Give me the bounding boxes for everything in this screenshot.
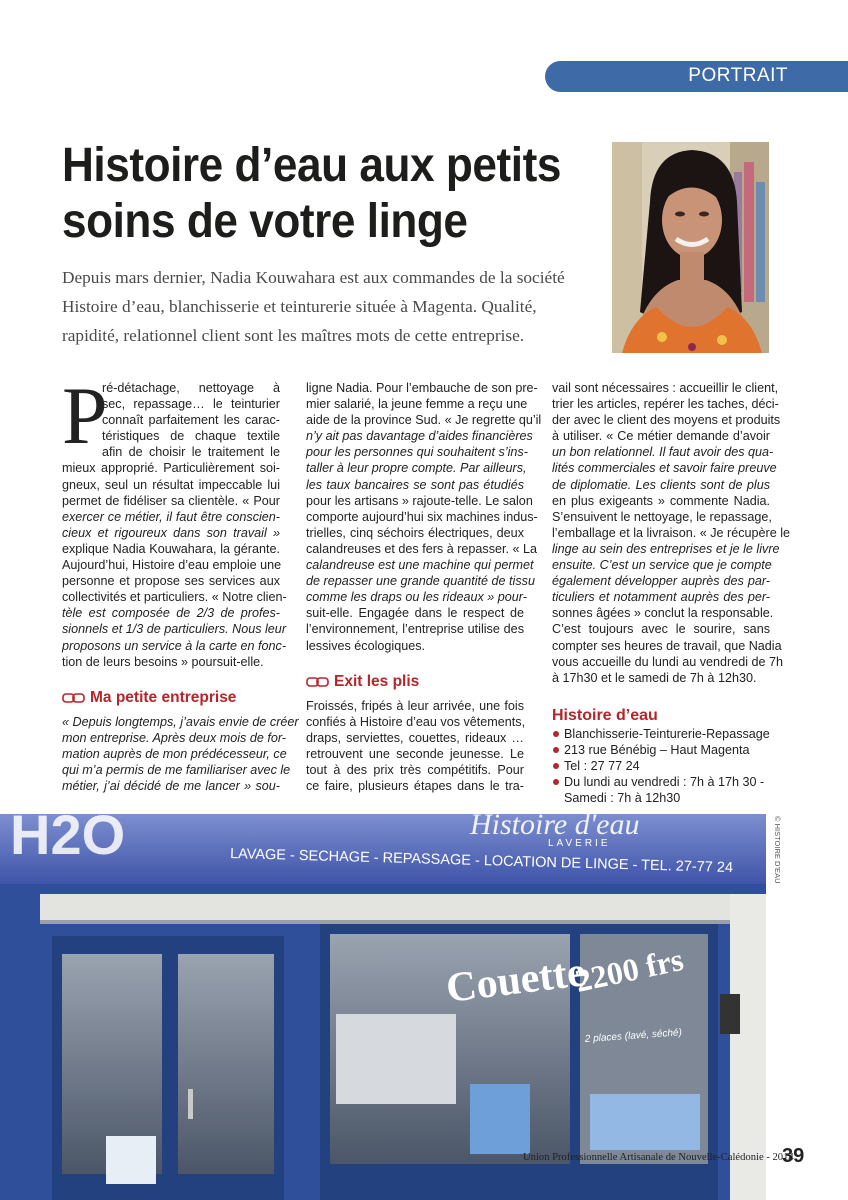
text-line: aide de la province Sud. « Je regrette qu’il (306, 413, 542, 428)
text-line: comporte aujourd’hui six machines indus- (306, 509, 538, 524)
text-line: vail sont nécessaires : accueillir le client, (552, 381, 779, 395)
text-line: sonnes âgées » conclut la responsable. (552, 606, 774, 621)
sign-services-text: LAVAGE - SECHAGE - REPASSAGE - LOCATION DE LINGE - TEL. 27-77 24 (229, 846, 734, 877)
text-line (552, 477, 770, 493)
text-line: draps, serviettes, couettes, rideaux … (306, 730, 524, 745)
text-line (62, 525, 280, 541)
text-line (62, 746, 287, 762)
text-line: C’est toujours avec le sourire, sans (552, 622, 770, 637)
text-line: ce faire, plusieurs étapes dans le tra- (306, 779, 524, 794)
text-line: Froissés, fripés à leur arrivée, une fois (306, 698, 524, 713)
text-line (62, 762, 291, 778)
text-line (62, 509, 280, 525)
text-line: trier les articles, repérer les taches, déci- (552, 397, 779, 412)
portrait-photo (612, 142, 769, 353)
quote-text: un bon relationnel. Il faut avoir des qua- (552, 445, 774, 460)
text-line: tout à des prix très compétitifs. Pour (306, 763, 524, 778)
info-list (552, 726, 770, 790)
sign-logo-text: H2O (10, 814, 126, 866)
article-column-2 (306, 380, 542, 794)
text-line: en plus exigeants » commente Nadia. (552, 493, 770, 508)
info-item: Du lundi au vendredi : 7h à 17h 30 - (552, 774, 770, 790)
text-line (552, 589, 770, 605)
quote-text: linge au sein des entreprises et je le livre (552, 541, 780, 556)
text-line: compter ses heures de travail, que Nadia (552, 638, 782, 653)
text-line (552, 460, 777, 476)
text-line (306, 557, 534, 573)
text-line: l’environnement, l’entreprise utilise des (306, 622, 524, 637)
sign-brand-text: Histoire d'eau (470, 814, 640, 841)
text-line: tion de leurs besoins » poursuit-elle. (62, 654, 264, 669)
info-item: Tel : 27 77 24 (552, 758, 770, 774)
quote-text: mon entreprise. Après deux mois de for- (62, 730, 286, 745)
text-line: vous accueille du lundi au vendredi de 7h (552, 654, 784, 669)
text-line: S’ensuivent le nettoyage, le repassage, (552, 509, 772, 524)
text-line (306, 477, 524, 493)
text-line: collectivités et particuliers. « Notre clien- (62, 590, 287, 605)
text-line: explique Nadia Kouwahara, la gérante. (62, 541, 280, 556)
text-line (62, 621, 287, 637)
window-small-text: 2 places (lavé, séché) (584, 1027, 683, 1045)
text-line (62, 638, 287, 654)
text-line (306, 444, 528, 460)
quote-text: ticuliers et notamment auprès des per- (552, 590, 770, 605)
storefront-illustration (0, 814, 766, 1200)
text-line: sec, repassage… le teinturier (102, 397, 280, 412)
storefront-photo (0, 814, 766, 1200)
quote-text: de diplomatie. Les clients sont de plus (552, 477, 770, 492)
info-item-continuation: Samedi : 7h à 12h30 (564, 790, 681, 805)
quote-text: qui m’a permis de me familiariser avec le (62, 763, 291, 778)
text-line: permet de fidéliser sa clientèle. « Pour (62, 493, 280, 508)
page-number: 39 (782, 1145, 805, 1167)
text-line: confiés à Histoire d’eau vos vêtements, (306, 714, 526, 729)
text-line: l’emballage et la livraison. « Je récupère le (552, 525, 791, 540)
chain-link-icon (306, 676, 329, 688)
sign-subtitle-text: LAVERIE (548, 838, 611, 849)
text-line (62, 714, 299, 730)
text-line: Aujourd’hui, Histoire d’eau emploie une (62, 558, 282, 573)
text-line (552, 557, 770, 573)
photo-credit (770, 816, 784, 886)
drop-cap: P (62, 370, 108, 461)
text-line (62, 730, 286, 746)
quote-text: exercer ce métier, il faut être conscien- (62, 509, 280, 524)
subhead-exit-les-plis (306, 674, 524, 690)
quote-text: taller à leur propre compte. Par ailleurs, (306, 461, 527, 476)
text-line: gneux, seul un résultat impeccable lui (62, 477, 280, 492)
text-line: mier salarié, la jeune femme a reçu une (306, 397, 528, 412)
window-price-text: 2200 frs (571, 940, 687, 999)
quote-text: également développer auprès des par- (552, 574, 770, 589)
text-line: connaît parfaitement les carac- (102, 413, 280, 428)
text-line: mieux approprié. Particulièrement soi- (62, 461, 280, 476)
text-line (552, 541, 780, 557)
article-column-1 (62, 370, 299, 794)
quote-text: lités commerciales et savoir faire preuve (552, 461, 777, 476)
text-line (306, 589, 527, 605)
page-footer: Union Professionnelle Artisanale de Nouvelle-Calédonie - 2014 (523, 1152, 794, 1163)
text-line: suit-elle. Engagée dans le respect de (306, 606, 524, 621)
info-item: Blanchisserie-Teinturerie-Repassage (552, 726, 770, 742)
quote-text: pour les personnes qui souhaitent s’ins- (306, 445, 528, 460)
chain-link-icon (62, 692, 85, 704)
article-intro (62, 263, 602, 350)
section-banner (545, 61, 848, 92)
subhead-text: Ma petite entreprise (90, 688, 237, 706)
quote-text: n’y ait pas davantage d’aides financières (306, 429, 533, 444)
text-line (62, 605, 280, 621)
article-title (62, 138, 559, 250)
subhead-ma-petite-entreprise (62, 690, 280, 706)
title-line: soins de votre linge (62, 195, 468, 248)
article-column-3 (552, 380, 791, 806)
intro-line: Depuis mars dernier, Nadia Kouwahara est aux commandes de la société (62, 268, 565, 287)
text-line: personne et propose ses services aux (62, 574, 280, 589)
text-line: afin de choisir le traitement le (102, 445, 280, 460)
intro-line: rapidité, relationnel client sont les maîtres mots de cette entreprise. (62, 326, 525, 345)
quote-text: comme les draps ou les rideaux » pour- (306, 590, 527, 605)
text-line (306, 573, 535, 589)
subhead-text: Exit les plis (334, 672, 420, 690)
quote-text: « Depuis longtemps, j’avais envie de créer (62, 714, 299, 729)
portrait-illustration (612, 142, 769, 353)
text-line: ligne Nadia. Pour l’embauche de son pre- (306, 381, 538, 395)
section-label: PORTRAIT (688, 65, 788, 86)
text-line (306, 460, 527, 476)
text-line: trielles, cinq séchoirs électriques, deux (306, 525, 524, 540)
text-line: à utiliser. « Ce métier demande d’avoir (552, 429, 770, 444)
quote-text: ensuite. C’est un service que je compte (552, 558, 772, 573)
text-line: pour les artisans » rajoute-telle. Le salon (306, 493, 533, 508)
quote-text: cieux et rigoureux dans son travail » (62, 525, 280, 540)
title-line: Histoire d’eau aux petits (62, 139, 561, 192)
text-line (62, 778, 280, 794)
text-line: téristiques de chaque textile (102, 429, 280, 444)
text-line (306, 428, 533, 444)
info-box-title: Histoire d’eau (552, 706, 658, 724)
text-line: retrouvent une seconde jeunesse. Le (306, 746, 524, 761)
text-line: lessives écologiques. (306, 638, 426, 653)
quote-text: métier, j’ai décidé de me lancer » sou- (62, 779, 280, 794)
text-line: der avec le client des moyens et produits (552, 413, 781, 428)
quote-text: calandreuse est une machine qui permet (306, 558, 534, 573)
intro-line: Histoire d’eau, blanchisserie et teinturerie située à Magenta. Qualité, (62, 297, 537, 316)
quote-text: tèle est composée de 2/3 de profes- (62, 606, 280, 621)
info-item: 213 rue Bénébig – Haut Magenta (552, 742, 770, 758)
quote-text: sionnels et 1/3 de particuliers. Nous leur (62, 622, 287, 637)
text-line (552, 573, 770, 589)
text-line: ré-détachage, nettoyage à (102, 381, 280, 395)
photo-credit-text: © HISTOIRE D’EAU (773, 816, 782, 884)
quote-text: mation auprès de mon prédécesseur, ce (62, 746, 287, 761)
text-line (552, 444, 774, 460)
quote-text: de repasser une grande quantité de tissu (306, 574, 535, 589)
text-line: à 17h30 et le samedi de 7h à 12h30. (552, 670, 757, 685)
text-line: calandreuses et des fers à repasser. « La (306, 541, 538, 556)
quote-text: les taux bancaires se sont pas étudiés (306, 477, 524, 492)
window-couette-text: Couette (443, 949, 589, 1012)
quote-text: proposons un service à la carte en fonc- (62, 638, 287, 653)
